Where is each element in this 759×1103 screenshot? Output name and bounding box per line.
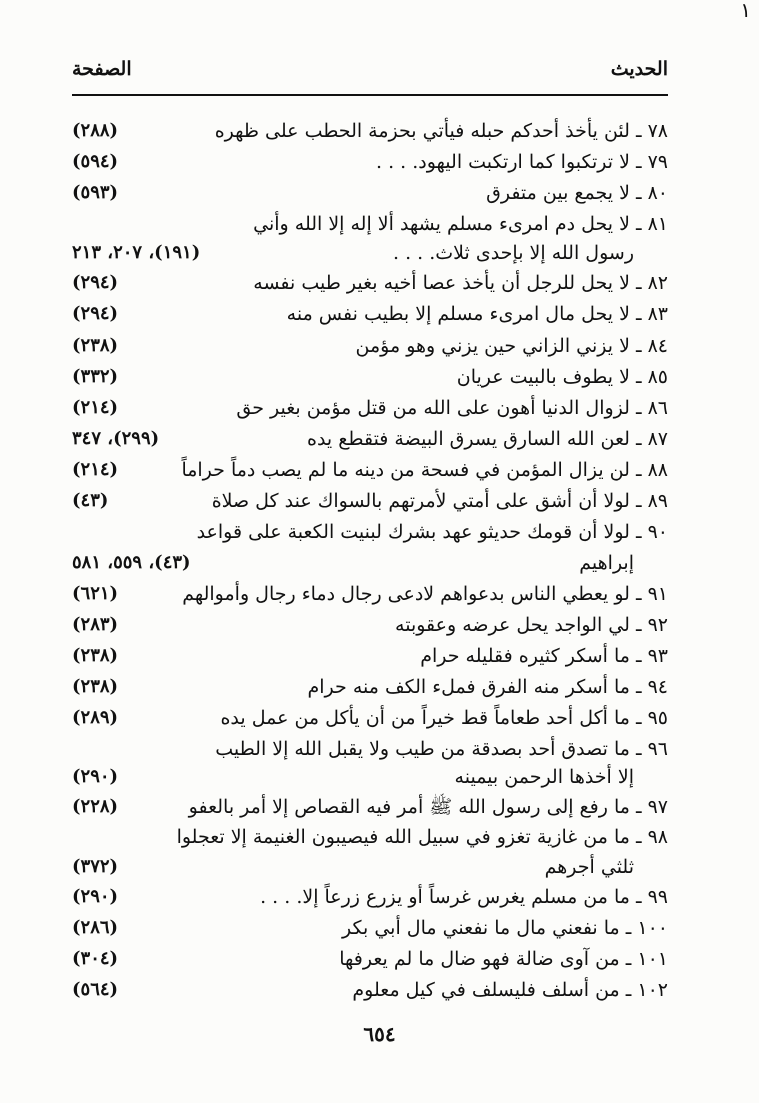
hadith-column-header: الحديث <box>610 58 668 80</box>
hadith-entry-90-continued <box>72 548 668 578</box>
hadith-entry-79 <box>72 147 668 177</box>
hadith-entry-97 <box>72 792 668 822</box>
hadith-entry-84 <box>72 331 668 361</box>
hadith-entry-93 <box>72 641 668 671</box>
entry-text: ٩٢ ـ لي الواجد يحل عرضه وعقوبته <box>395 614 668 636</box>
table-header <box>72 56 668 88</box>
entry-text: ٨٨ ـ لن يزال المؤمن في فسحة من دينه ما لم يصب دماً حراماً <box>181 459 668 481</box>
entry-text: ٨٠ ـ لا يجمع بين متفرق <box>486 182 668 204</box>
hadith-entry-98 <box>72 822 668 852</box>
entry-page: (٢٩٩)، ٣٤٧ <box>72 428 160 449</box>
hadith-entry-92 <box>72 610 668 640</box>
entry-page: (٤٣)، ٥٥٩، ٥٨١ <box>72 552 191 573</box>
entry-page: (٢٩٤) <box>72 272 119 293</box>
entry-page: (٢١٤) <box>72 397 119 418</box>
entry-text: ٩٨ ـ ما من غازية تغزو في سبيل الله فيصيبون الغنيمة إلا تعجلوا <box>176 826 668 848</box>
entry-page: (٢٣٨) <box>72 676 119 697</box>
corner-mark: ١ <box>740 0 751 22</box>
entry-page: (٢٩٠) <box>72 766 119 787</box>
hadith-entry-82 <box>72 268 668 298</box>
entry-page: (٢٢٨) <box>72 796 119 817</box>
entry-page: (٥٩٤) <box>72 151 119 172</box>
hadith-entry-88 <box>72 455 668 485</box>
entry-text: ٨٩ ـ لولا أن أشق على أمتي لأمرتهم بالسواك عند كل صلاة <box>211 490 668 512</box>
entry-text: إلا أخذها الرحمن بيمينه <box>454 766 634 788</box>
page-column-header: الصفحة <box>72 58 132 80</box>
entry-page: (٥٩٣) <box>72 182 119 203</box>
entry-text: ٩٩ ـ ما من مسلم يغرس غرساً أو يزرع زرعاً إلا. . . . <box>260 886 668 908</box>
entry-page: (٥٦٤) <box>72 979 119 1000</box>
hadith-entry-89 <box>72 486 668 516</box>
hadith-entry-98-continued <box>72 852 668 882</box>
entry-text: ٨٧ ـ لعن الله السارق يسرق البيضة فتقطع يده <box>307 428 668 450</box>
entry-page: (٣٧٢) <box>72 856 119 877</box>
hadith-entry-102 <box>72 975 668 1005</box>
header-rule <box>72 94 668 96</box>
entry-page: (٦٢١) <box>72 583 119 604</box>
entry-text: ١٠٠ ـ ما نفعني مال ما نفعني مال أبي بكر <box>342 917 668 939</box>
entry-page: (٢٣٨) <box>72 335 119 356</box>
hadith-entry-99 <box>72 882 668 912</box>
entry-text: ٨٢ ـ لا يحل للرجل أن يأخذ عصا أخيه بغير طيب نفسه <box>253 272 668 294</box>
hadith-entry-90 <box>72 517 668 547</box>
entry-text: ٨٤ ـ لا يزني الزاني حين يزني وهو مؤمن <box>355 335 668 357</box>
entry-text: ٨٥ ـ لا يطوف بالبيت عريان <box>456 366 668 388</box>
entry-text: ٩٣ ـ ما أسكر كثيره فقليله حرام <box>420 645 668 667</box>
page-number: ٦٥٤ <box>363 1022 396 1046</box>
entry-page: (٣٣٢) <box>72 366 119 387</box>
hadith-entry-96 <box>72 734 668 764</box>
entry-page: (٢٨٩) <box>72 707 119 728</box>
entry-text: ٩١ ـ لو يعطي الناس بدعواهم لادعى رجال دماء رجال وأموالهم <box>182 583 668 605</box>
entry-page: (٤٣) <box>72 490 109 511</box>
entry-page: (١٩١)، ٢٠٧، ٢١٣ <box>72 242 201 263</box>
hadith-entry-101 <box>72 944 668 974</box>
hadith-entry-95 <box>72 703 668 733</box>
entry-text: ثلثي أجرهم <box>544 856 634 878</box>
entry-page: (٢٩٤) <box>72 303 119 324</box>
entry-page: (٢٨٦) <box>72 917 119 938</box>
entry-text: ٨٦ ـ لزوال الدنيا أهون على الله من قتل مؤمن بغير حق <box>236 397 668 419</box>
entry-page: (٢٨٨) <box>72 120 119 141</box>
hadith-entry-100 <box>72 913 668 943</box>
hadith-entry-83 <box>72 299 668 329</box>
entry-text: ٧٨ ـ لئن يأخذ أحدكم حبله فيأتي بحزمة الحطب على ظهره <box>214 120 668 142</box>
hadith-entry-94 <box>72 672 668 702</box>
entry-text: ٧٩ ـ لا ترتكبوا كما ارتكبت اليهود. . . . <box>376 151 668 173</box>
entry-text: ٩٦ ـ ما تصدق أحد بصدقة من طيب ولا يقبل الله إلا الطيب <box>215 738 668 760</box>
entry-page: (٢٩٠) <box>72 886 119 907</box>
hadith-entry-81 <box>72 209 668 239</box>
hadith-entry-96-continued <box>72 762 668 792</box>
hadith-entry-87 <box>72 424 668 454</box>
entry-page: (٢٣٨) <box>72 645 119 666</box>
hadith-entry-86 <box>72 393 668 423</box>
entry-text: ٩٥ ـ ما أكل أحد طعاماً قط خيراً من أن يأكل من عمل يده <box>220 707 668 729</box>
entry-text: ٨١ ـ لا يحل دم امرىء مسلم يشهد ألا إله إلا الله وأني <box>253 213 668 235</box>
entry-text: ١٠٢ ـ من أسلف فليسلف في كيل معلوم <box>352 979 668 1001</box>
entry-page: (٢٨٣) <box>72 614 119 635</box>
entry-text: ١٠١ ـ من آوى ضالة فهو ضال ما لم يعرفها <box>339 948 668 970</box>
entry-page: (٣٠٤) <box>72 948 119 969</box>
hadith-entry-85 <box>72 362 668 392</box>
entry-text: ٨٣ ـ لا يحل مال امرىء مسلم إلا بطيب نفس منه <box>286 303 668 325</box>
hadith-entry-80 <box>72 178 668 208</box>
entry-page: (٢١٤) <box>72 459 119 480</box>
hadith-entry-81-continued <box>72 238 668 268</box>
hadith-entry-91 <box>72 579 668 609</box>
hadith-entry-78 <box>72 116 668 146</box>
entry-text: ٩٤ ـ ما أسكر منه الفرق فملء الكف منه حرام <box>307 676 668 698</box>
entry-text: ٩٧ ـ ما رفع إلى رسول الله ﷺ أمر فيه القصاص إلا أمر بالعفو <box>188 796 668 818</box>
entry-text: رسول الله إلا بإحدى ثلاث. . . . <box>393 242 634 264</box>
entry-text: إبراهيم <box>579 552 634 574</box>
entry-text: ٩٠ ـ لولا أن قومك حديثو عهد بشرك لبنيت الكعبة على قواعد <box>196 521 668 543</box>
